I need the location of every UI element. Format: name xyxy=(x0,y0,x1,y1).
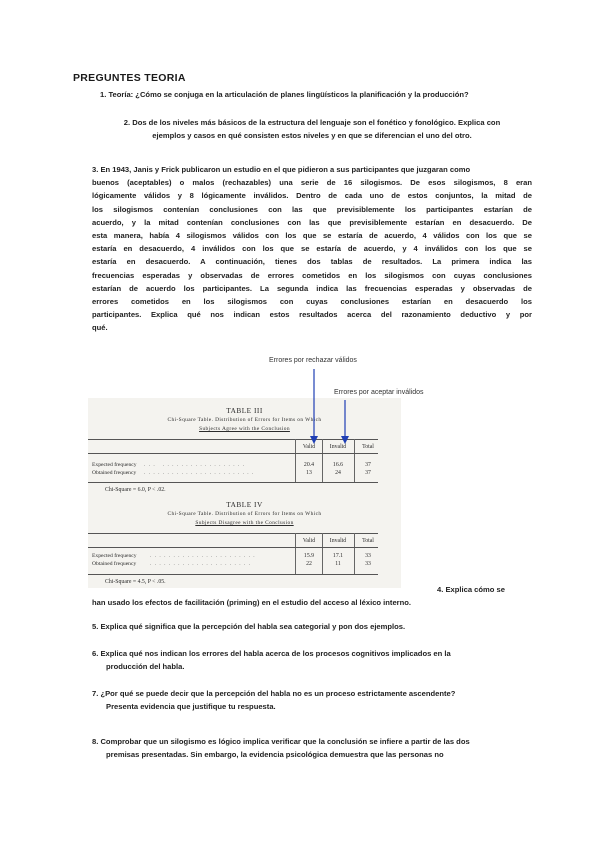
question-7-line-1: 7. ¿Por qué se puede decir que la percepción del habla no es un proceso estrictamente ascendente? xyxy=(92,689,456,698)
table-3-cell: 20.4 xyxy=(303,462,315,468)
question-3-line: estaría en desacuerdo. A continuación, tienes dos tablas de resultados. La primera indica las xyxy=(92,257,532,267)
table-4-chi-square: Chi-Square = 4.5, P < .05. xyxy=(105,579,166,585)
table-4-cell: 33 xyxy=(365,553,371,559)
question-8 xyxy=(92,735,532,761)
table-3-chi-square: Chi-Square = 6.0, P < .02. xyxy=(105,487,166,493)
table-3-header-total: Total xyxy=(362,444,374,450)
question-3-line: estaría en desacuerdo, 4 inválidos con los que se estaría de acuerdo, y 4 inválidos con los que se xyxy=(92,244,532,254)
question-3-line: los silogismos contenían conclusiones con las que previsiblemente los participantes estarían de xyxy=(92,204,532,214)
table-4-row-label: Obtained frequency xyxy=(92,561,137,567)
table-4-title: TABLE IV xyxy=(226,500,263,509)
table-3-cell: 13 xyxy=(306,470,312,476)
question-7-line-2: Presenta evidencia que justifique tu respuesta. xyxy=(106,702,276,712)
question-2-line-2: ejemplos y casos en qué consisten estos niveles y en que se diferencian el uno del otro. xyxy=(152,131,472,141)
question-3-line: lógicamente válidos y 8 lógicamente inválidos. Dentro de cada uno de estos conjuntos, la mitad de xyxy=(92,191,532,201)
question-3-line: frecuencias esperadas y observadas de errores cometidos en los silogismos con cuyas conclusiones xyxy=(92,270,532,280)
table-3-cell: 37 xyxy=(365,462,371,468)
table-4-cell: 33 xyxy=(365,561,371,567)
table-3-cell: 16.6 xyxy=(332,462,344,468)
table-3-cell: 24 xyxy=(335,470,341,476)
question-3-line: acuerdo, y la mitad contenían conclusiones con las que previsiblemente estarían en desacuerdo. De xyxy=(92,217,532,227)
table-4-cell: 22 xyxy=(306,561,312,567)
question-6-line-2: producción del habla. xyxy=(106,662,185,672)
arrow-invalid-head xyxy=(341,436,349,444)
question-2-line-1: 2. Dos de los niveles más básicos de la estructura del lenguaje son el fonético y fonológico. Explica con xyxy=(123,118,501,127)
question-3-line: estarían de acuerdo los participantes. La segunda indica las frecuencias esperadas y observadas de xyxy=(92,283,532,293)
leader-dots: . . . . . . . . . . . . . . . . . . . . . . xyxy=(150,561,251,567)
question-3-line: qué. xyxy=(92,323,108,333)
table-4-cell: 15.9 xyxy=(303,553,315,559)
table-4-cell: 17.1 xyxy=(332,553,344,559)
question-3-line: errores cometidos en los silogismos con cuyas conclusiones estarían en desacuerdo los xyxy=(92,297,532,307)
leader-dots: . . . . . . . . . . . . . . . . . . . . . xyxy=(144,462,245,468)
question-3-line: buenos (aceptables) o malos (rechazables) una serie de 16 silogismos. De esos silogismos, 8 eran xyxy=(92,178,532,188)
table-3-subtitle: Chi-Square Table. Distribution of Errors for Items on Which xyxy=(167,417,322,423)
question-3-line: esta manera, había 4 silogismos válidos con los que se estaría de acuerdo, 4 válidos con los que se xyxy=(92,231,532,241)
question-3-line: participantes. Explica qué nos indican estos resultados acerca del razonamiento deductivo y por xyxy=(92,310,532,320)
question-3-line: 3. En 1943, Janis y Frick publicaron un estudio en el que pidieron a sus participantes que juzgaran como xyxy=(92,165,471,174)
question-1: 1. Teoría: ¿Cómo se conjuga en la articulación de planes lingüísticos la planificación y la producción? xyxy=(100,90,469,99)
table-3-row-label: Obtained frequency xyxy=(92,470,137,476)
table-4-cell: 11 xyxy=(335,561,341,567)
table-3-header-invalid: Invalid xyxy=(329,444,347,450)
table-3-subtitle-2: Subjects Agree with the Conclusion xyxy=(199,426,290,432)
question-7 xyxy=(92,687,532,713)
question-5: 5. Explica qué significa que la percepción del habla sea categorial y pon dos ejemplos. xyxy=(92,622,406,631)
question-6 xyxy=(92,647,532,673)
question-8-line-1: 8. Comprobar que un silogismo es lógico implica verificar que la conclusión se infiere a partir de las dos xyxy=(92,737,470,746)
arrow-valid-head xyxy=(310,436,318,444)
leader-dots: . . . . . . . . . . . . . . . . . . . . . . . . xyxy=(144,470,255,476)
question-6-line-1: 6. Explica qué nos indican los errores del habla acerca de los procesos cognitivos implicados en la xyxy=(92,649,451,658)
table-4-header-valid: Valid xyxy=(302,538,316,544)
table-3-header-valid: Valid xyxy=(302,444,316,450)
question-4-line-2: han usado los efectos de facilitación (priming) en el estudio del acceso al léxico interno. xyxy=(92,598,412,607)
table-4-header-invalid: Invalid xyxy=(329,538,347,544)
table-4-row-label: Expected frequency xyxy=(92,553,137,559)
table-3-row-label: Expected frequency xyxy=(92,462,137,468)
table-3-title: TABLE III xyxy=(226,406,263,415)
question-8-line-2: premisas presentadas. Sin embargo, la evidencia psicológica demuestra que las personas no xyxy=(106,750,444,760)
annotation-valid-errors: Errores por rechazar válidos xyxy=(269,357,357,364)
leader-dots: . . . . . . . . . . . . . . . . . . . . . . . xyxy=(150,553,256,559)
page-title: PREGUNTES TEORIA xyxy=(73,72,186,84)
question-4-line-1: 4. Explica cómo se xyxy=(437,585,505,594)
annotation-invalid-errors: Errores por aceptar inválidos xyxy=(334,389,424,396)
table-4-subtitle-2: Subjects Disagree with the Conclusion xyxy=(195,520,294,526)
table-3-cell: 37 xyxy=(365,470,371,476)
table-4-subtitle: Chi-Square Table. Distribution of Errors for Items on Which xyxy=(167,511,322,517)
table-4-header-total: Total xyxy=(362,538,374,544)
